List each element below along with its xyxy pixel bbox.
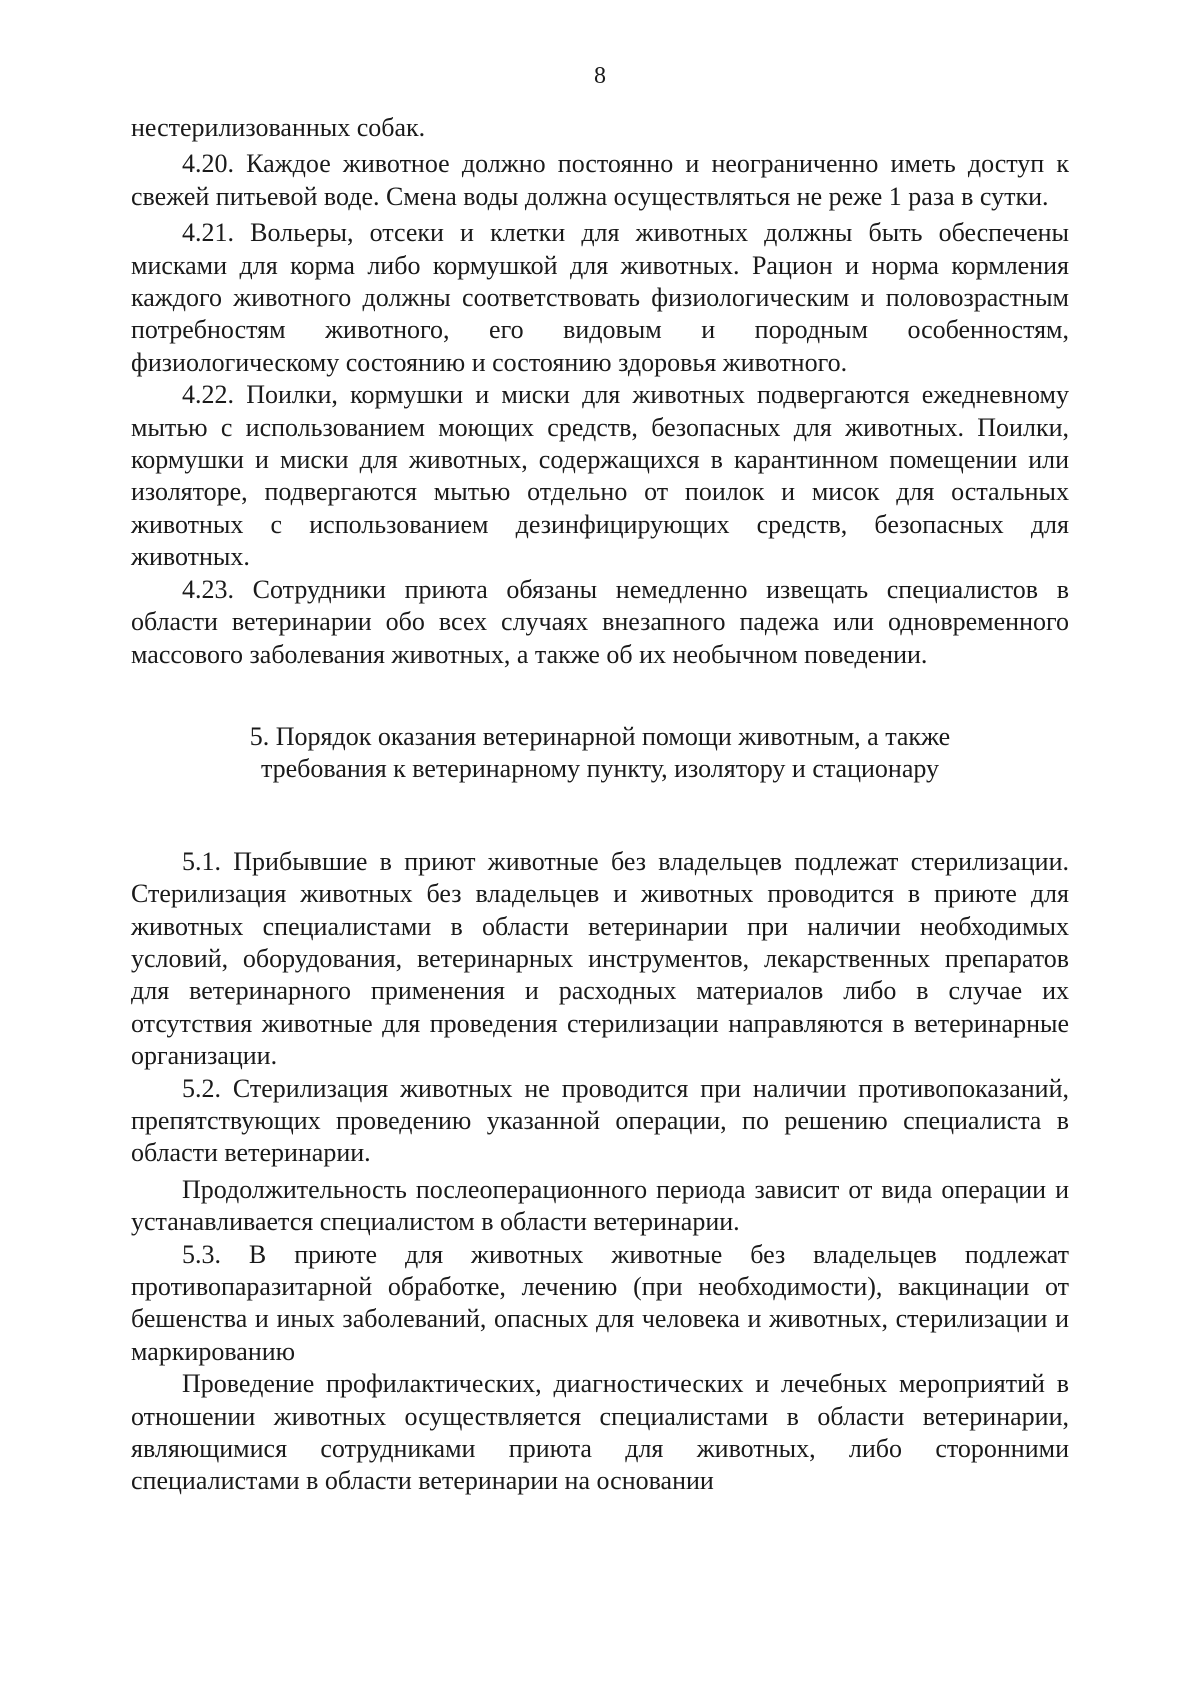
section-heading-line-1: 5. Порядок оказания ветеринарной помощи животным, а также — [249, 721, 951, 751]
section-heading-line-2: требования к ветеринарному пункту, изолятору и стационару — [260, 754, 940, 784]
paragraph-4-23: 4.23. Сотрудники приюта обязаны немедленно извещать специалистов в области ветеринарии обо всех случаях внезапного падежа или одновременного массового заболевания животных, а также об их необычном поведении. — [131, 574, 1069, 669]
paragraph-5-1: 5.1. Прибывшие в приют животные без владельцев подлежат стерилизации. Стерилизация животных без владельцев и животных проводится в приюте для животных специалистами в области ветеринарии при наличии необходимых условий, оборудования, ветеринарных инструментов, лекарственных препаратов для ветеринарного применения и расходных материалов либо в случае их отсутствия животные для проведения стерилизации направляются в ветеринарные организации. — [131, 846, 1069, 1071]
paragraphs-after-section — [131, 846, 1069, 1498]
document-body — [131, 112, 1069, 1498]
paragraph-4-22: 4.22. Поилки, кормушки и миски для животных подвергаются ежедневному мытью с использованием моющих средств, безопасных для животных. Поилки, кормушки и миски для животных, содержащихся в карантинном помещении или изоляторе, подвергаются мытью отдельно от поилок и мисок для остальных животных с использованием дезинфицирующих средств, безопасных для животных. — [131, 380, 1069, 572]
paragraph-continuation: нестерилизованных собак. — [131, 113, 426, 142]
page-number: 8 — [594, 63, 606, 89]
paragraph-4-20: 4.20. Каждое животное должно постоянно и неограниченно иметь доступ к свежей питьевой воде. Смена воды должна осуществляться не реже 1 раза в сутки. — [131, 149, 1069, 211]
paragraph-postoperative: Продолжительность послеоперационного периода зависит от вида операции и устанавливается специалистом в области ветеринарии. — [131, 1174, 1069, 1237]
paragraph-measures: Проведение профилактических, диагностических и лечебных мероприятий в отношении животных осуществляется специалистами в области ветеринарии, являющимися сотрудниками приюта для животных, либо сторонними специалистами в области ветеринарии на основании — [131, 1369, 1069, 1496]
paragraph-5-3: 5.3. В приюте для животных животные без владельцев подлежат противопаразитарной обработке, лечению (при необходимости), вакцинации от бешенства и иных заболеваний, опасных для человека и животных, стерилизации и маркированию — [131, 1239, 1069, 1366]
section-heading — [131, 721, 1069, 786]
paragraph-4-21: 4.21. Вольеры, отсеки и клетки для животных должны быть обеспечены мисками для корма либо кормушкой для животных. Рацион и норма кормления каждого животного должны соответствовать физиологическим и половозрастным потребностям животного, его видовым и породным особенностям, физиологическому состоянию и состоянию здоровья животного. — [131, 218, 1069, 377]
paragraphs-before-section — [131, 112, 1069, 671]
paragraph-5-2: 5.2. Стерилизация животных не проводится при наличии противопоказаний, препятствующих проведению указанной операции, по решению специалиста в области ветеринарии. — [131, 1073, 1069, 1168]
